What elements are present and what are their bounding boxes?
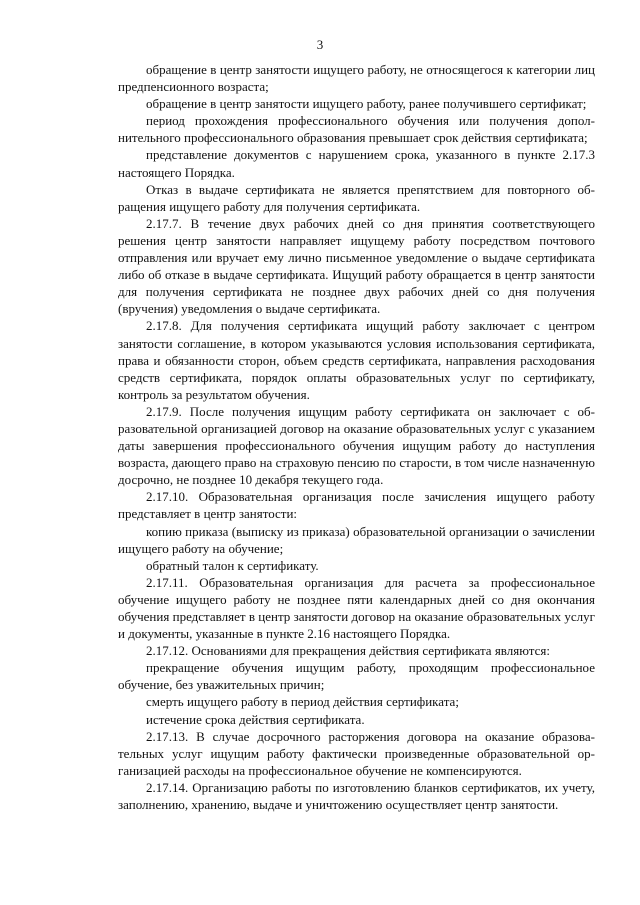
paragraph: 2.17.14. Организацию работы по изготовлению бланков сертификатов, их учету, заполнению, хранению, выдаче и уничтожению осуществляет центр занятости. (118, 779, 595, 813)
paragraph: период прохождения профессионального обучения или получения дополнительного профессионального образования превышает срок действия сертификата; (118, 113, 595, 146)
paragraph: 2.17.9. После получения ищущим работу сертификата он заключает с образовательной организацией договор на оказание образовательных услуг с указанием даты завершения профессионального обучения ищущим работу до наступления возраста, дающего право на страховую пенсию по старости, в том числе назначенную досрочно, не позднее 10 декабря текущего года. (118, 403, 595, 488)
paragraph: копию приказа (выписку из приказа) образовательной организации о зачислении ищущего работу на обучение; (118, 523, 595, 556)
paragraph: обратный талон к сертификату. (146, 557, 319, 573)
paragraph: 2.17.11. Образовательная организация для расчета за профессиональное обучение ищущего работу не позднее пяти календарных дней со дня окончания обучения представляет в центр занятости договор на оказание образовательных услуг и документы, указанные в пункте 2.16 настоящего Порядка. (118, 574, 595, 642)
paragraph: смерть ищущего работу в период действия сертификата; (146, 694, 459, 710)
paragraph: 2.17.8. Для получения сертификата ищущий работу заключает с центром занятости соглашение, в котором указываются условия использования сертификата, права и обязанности сторон, объем средств сертификата, направления расходования средств сертификата, порядок оплаты образовательных услуг по сертификату, контроль за результатом обучения. (118, 318, 595, 402)
paragraph: 2.17.12. Основаниями для прекращения действия сертификата являются: (146, 643, 550, 659)
paragraph: Отказ в выдаче сертификата не является препятствием для повторного обращения ищущего работу для получения сертификата. (118, 181, 595, 214)
paragraph: 2.17.13. В случае досрочного расторжения договора на оказание образовательных услуг ищущим работу фактически произведенные образовательной организацией расходы на профессиональное обучение не компенсируются. (118, 728, 595, 778)
paragraph: обращение в центр занятости ищущего работу, ранее получившего сертификат; (146, 96, 587, 112)
paragraph: истечение срока действия сертификата. (146, 711, 365, 727)
paragraph: представление документов с нарушением срока, указанного в пункте 2.17.3 настоящего Порядка. (118, 147, 595, 180)
document-body (118, 61, 595, 813)
page-number: 3 (316, 37, 324, 52)
paragraph: 2.17.7. В течение двух рабочих дней со дня принятия соответствующего решения центр занятости направляет ищущему работу посредством почтового отправления или вручает ему лично письменное уведомление о выдаче сертификата либо об отказе в выдаче сертификата. Ищущий работу обращается в центр занятости для получения сертификата не позднее двух рабочих дней со дня получения (вручения) уведомления о выдаче сертификата. (118, 215, 595, 317)
paragraph: прекращение обучения ищущим работу, проходящим профессиональное обучение, без уважительных причин; (118, 660, 595, 693)
paragraph: 2.17.10. Образовательная организация после зачисления ищущего работу представляет в центр занятости: (118, 489, 595, 522)
paragraph: обращение в центр занятости ищущего работу, не относящегося к категории лиц предпенсионного возраста; (118, 62, 595, 95)
